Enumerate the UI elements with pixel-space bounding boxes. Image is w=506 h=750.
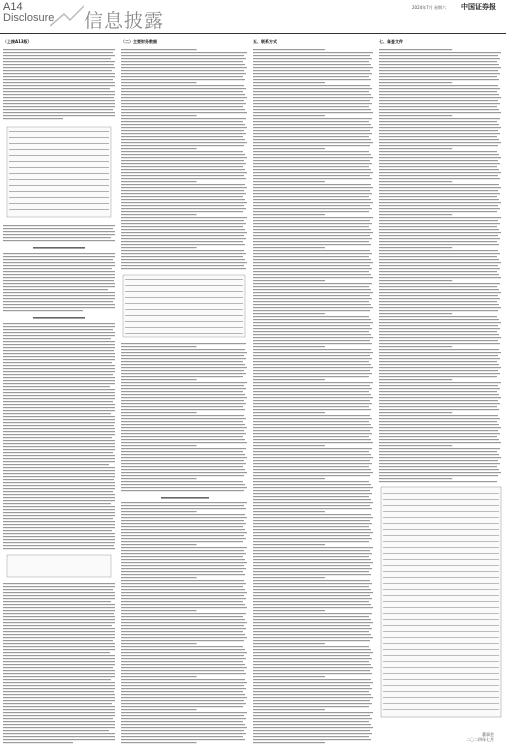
section-title-en: Disclosure bbox=[3, 12, 55, 24]
text-column-1 bbox=[3, 37, 117, 744]
section-title-cn: 信息披露 bbox=[84, 10, 165, 32]
header-rule bbox=[0, 33, 506, 34]
column-heading: （二）主要财务数据 bbox=[121, 39, 157, 44]
stamp-line-2: 二〇二四年七月 bbox=[466, 737, 494, 742]
text-column-4 bbox=[379, 37, 503, 744]
text-column-3 bbox=[253, 37, 375, 744]
column-heading: 七、备查文件 bbox=[379, 39, 403, 44]
body-text-lines bbox=[121, 47, 249, 744]
body-text-lines bbox=[253, 47, 375, 744]
masthead-decoration-icon bbox=[50, 4, 84, 28]
stamp-line-1: 董事会 bbox=[482, 732, 494, 737]
column-heading: （上接A13版） bbox=[3, 39, 32, 44]
column-heading: 五、联系方式 bbox=[253, 39, 277, 44]
signature-stamp bbox=[466, 732, 494, 742]
page-number: A14 bbox=[3, 1, 23, 13]
newspaper-name: 中国证券报 bbox=[461, 2, 496, 11]
body-text-lines bbox=[379, 47, 503, 744]
date-edition: 2024年7月 星期六 bbox=[412, 5, 446, 10]
masthead bbox=[0, 0, 506, 30]
text-column-2 bbox=[121, 37, 249, 744]
body-text-lines bbox=[3, 47, 117, 744]
